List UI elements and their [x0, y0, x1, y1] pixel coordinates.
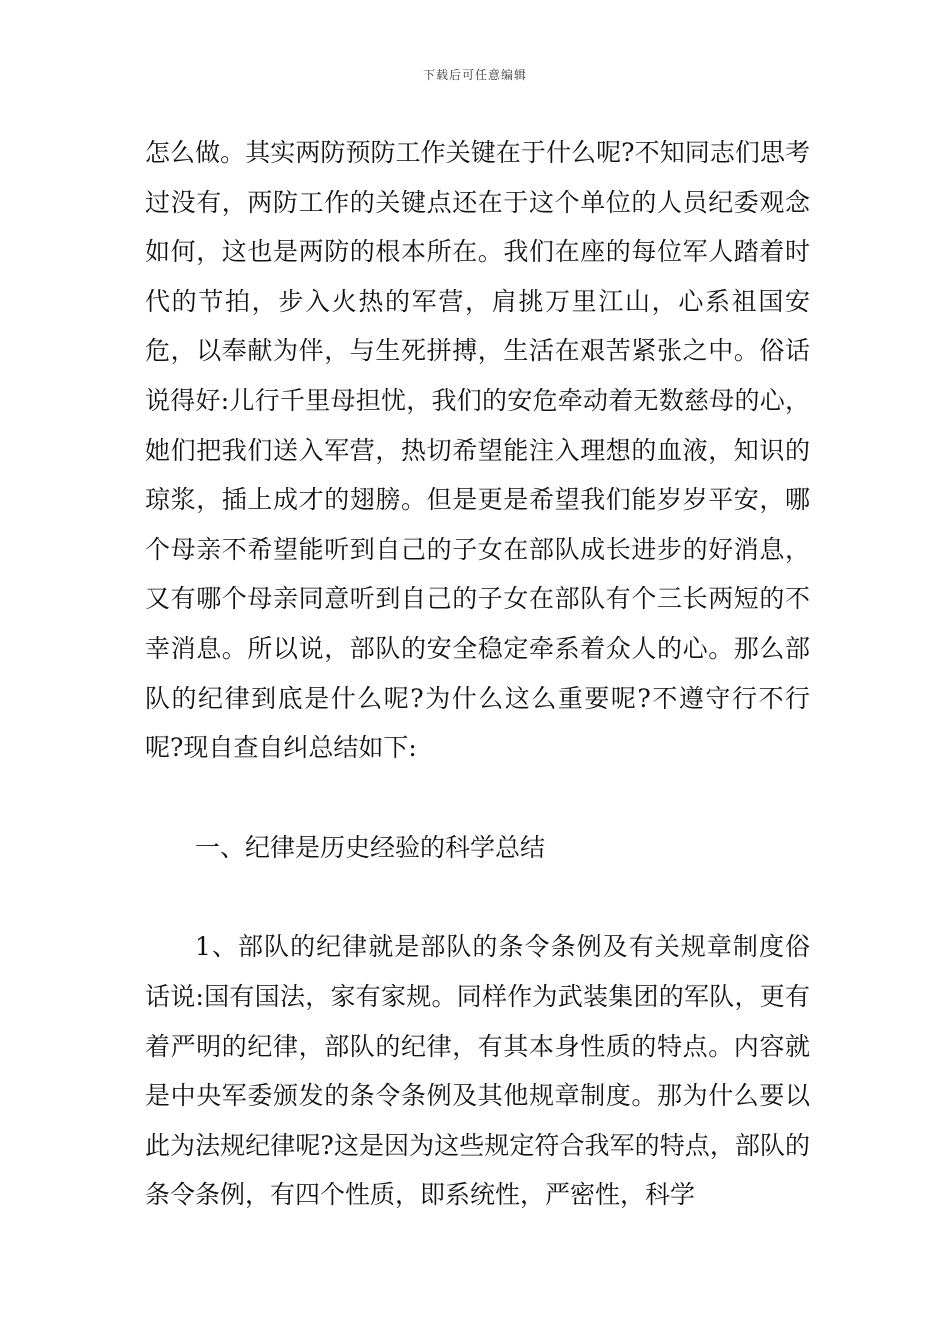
section-heading: 一、纪律是历史经验的科学总结: [195, 832, 546, 862]
page-header: 下载后可任意编辑: [422, 68, 527, 82]
body-paragraph: 怎么做。其实两防预防工作关键在于什么呢?不知同志们思考过没有，两防工作的关键点还在于这个单位的人员纪委观念如何，这也是两防的根本所在。我们在座的每位军人踏着时代的节拍，步入火热的军营，肩挑万里江山，心系祖国安危，以奉献为伴，与生死拼搏，生活在艰苦紧张之中。俗话说得好:儿行千里母担忧，我们的安危牵动着无数慈母的心，她们把我们送入军营，热切希望能注入理想的血液，知识的琼浆，插上成才的翅膀。但是更是希望我们能岁岁平安，哪个母亲不希望能听到自己的子女在部队成长进步的好消息，又有哪个母亲同意听到自己的子女在部队有个三长两短的不幸消息。所以说，部队的安全稳定牵系着众人的心。那么部队的纪律到底是什么呢?为什么这么重要呢?不遵守行不行呢?现自查自纠总结如下:: [145, 138, 810, 763]
body-paragraph: 1、部队的纪律就是部队的条令条例及有关规章制度俗话说:国有国法，家有家规。同样作为武装集团的军队，更有着严明的纪律，部队的纪律，有其本身性质的特点。内容就是中央军委颁发的条令条例及其他规章制度。那为什么要以此为法规纪律呢?这是因为这些规定符合我军的特点，部队的条令条例，有四个性质，即系统性，严密性，科学: [145, 932, 810, 1210]
document-body: [145, 128, 810, 1220]
